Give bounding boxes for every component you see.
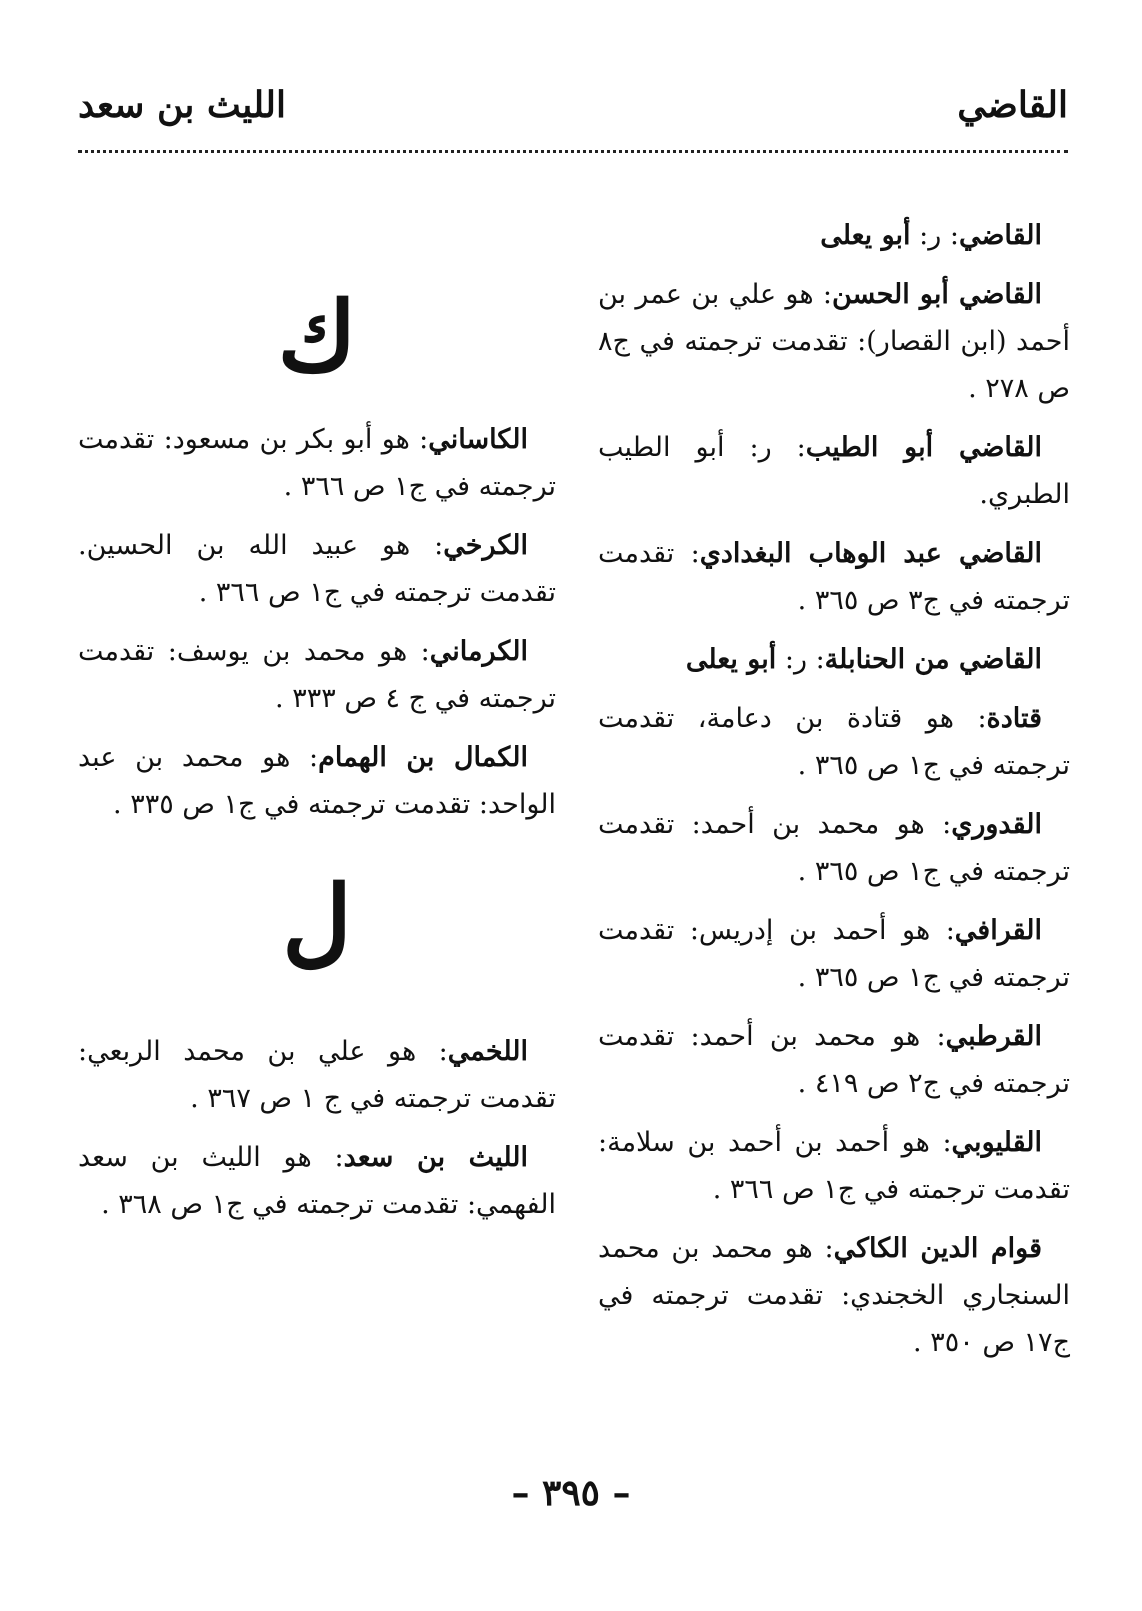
entry — [598, 695, 1070, 789]
entry-text: : ر: — [776, 644, 825, 675]
entry-text: : هو علي بن عمر بن أحمد (ابن القصار): تقدمت ترجمته في ج٨ ص ٢٧٨ . — [598, 279, 1070, 404]
entry — [78, 1134, 556, 1228]
entry-text: : هو محمد بن محمد السنجاري الخجندي: تقدمت ترجمته في ج١٧ ص ٣٥٠ . — [598, 1233, 1070, 1358]
page-header — [78, 84, 1068, 144]
entry-text: : هو محمد بن يوسف: تقدمت ترجمته في ج ٤ ص ٣٣٣ . — [78, 636, 556, 714]
entry-bold-tail: أبو يعلى — [685, 644, 777, 675]
entry — [598, 1013, 1070, 1107]
entry — [598, 636, 1070, 683]
entry-name: الكرماني — [429, 636, 528, 667]
entry-name: القرافي — [954, 915, 1042, 946]
entry-name: القدوري — [951, 809, 1042, 840]
entry-name: الكرخي — [443, 530, 528, 561]
entry-text: : هو أحمد بن إدريس: تقدمت ترجمته في ج١ ص ٣٦٥ . — [598, 915, 1070, 993]
entry-name: القليوبي — [951, 1127, 1042, 1158]
entry-text: : هو محمد بن أحمد: تقدمت ترجمته في ج١ ص ٣٦٥ . — [598, 809, 1070, 887]
section-letter-kaf: ك — [277, 280, 357, 393]
right-column — [598, 212, 1070, 1378]
entry-name: القاضي أبو الطيب — [805, 432, 1043, 463]
entry-name: القاضي عبد الوهاب البغدادي — [699, 538, 1043, 569]
header-divider — [78, 150, 1068, 153]
entry-name: قوام الدين الكاكي — [833, 1233, 1042, 1264]
entry — [78, 628, 556, 722]
entry — [598, 424, 1070, 518]
entry — [598, 907, 1070, 1001]
entry-name: اللخمي — [447, 1036, 528, 1067]
entry — [598, 271, 1070, 412]
entry-text: : ر: — [910, 220, 959, 251]
entry-name: الكمال بن الهمام — [318, 742, 528, 773]
entry-name: القرطبي — [945, 1021, 1042, 1052]
entry — [78, 734, 556, 828]
entry-name: القاضي — [958, 220, 1042, 251]
entry-name: الكاساني — [428, 424, 528, 455]
entry — [78, 522, 556, 616]
left-column — [78, 282, 556, 1240]
entry-text: : ر: أبو الطيب الطبري. — [598, 432, 1070, 510]
entry-text: : هو قتادة بن دعامة، تقدمت ترجمته في ج١ ص ٣٦٥ . — [598, 703, 1070, 781]
entry-bold-tail: أبو يعلى — [820, 220, 911, 251]
entry — [598, 1119, 1070, 1213]
entry-text: : هو محمد بن أحمد: تقدمت ترجمته في ج٢ ص ٤١٩ . — [598, 1021, 1070, 1099]
entry — [598, 530, 1070, 624]
entry-text: : هو عبيد الله بن الحسين. تقدمت ترجمته في ج١ ص ٣٦٦ . — [78, 530, 556, 608]
entry-text: : هو محمد بن عبد الواحد: تقدمت ترجمته في ج١ ص ٣٣٥ . — [78, 742, 556, 820]
entry — [598, 801, 1070, 895]
header-left-title: الليث بن سعد — [78, 84, 287, 126]
entry — [598, 212, 1070, 259]
entry-text: : تقدمت ترجمته في ج٣ ص ٣٦٥ . — [598, 538, 1070, 616]
section-letter-lam: ل — [282, 864, 352, 977]
page-number: – ٣٩٥ – — [511, 1472, 631, 1514]
entry-name: القاضي من الحنابلة — [824, 644, 1042, 675]
entry-name: الليث بن سعد — [343, 1142, 529, 1173]
entry — [78, 1028, 556, 1122]
entry-text: : هو الليث بن سعد الفهمي: تقدمت ترجمته في ج١ ص ٣٦٨ . — [78, 1142, 556, 1220]
entry — [598, 1225, 1070, 1366]
entry-name: قتادة — [986, 703, 1042, 734]
entry-text: : هو أبو بكر بن مسعود: تقدمت ترجمته في ج١ ص ٣٦٦ . — [78, 424, 556, 502]
header-right-title: القاضي — [957, 84, 1068, 126]
entry-name: القاضي أبو الحسن — [831, 279, 1042, 310]
entry-text: : هو علي بن محمد الربعي: تقدمت ترجمته في ج ١ ص ٣٦٧ . — [78, 1036, 556, 1114]
entry — [78, 416, 556, 510]
entry-text: : هو أحمد بن أحمد بن سلامة: تقدمت ترجمته في ج١ ص ٣٦٦ . — [598, 1127, 1070, 1205]
